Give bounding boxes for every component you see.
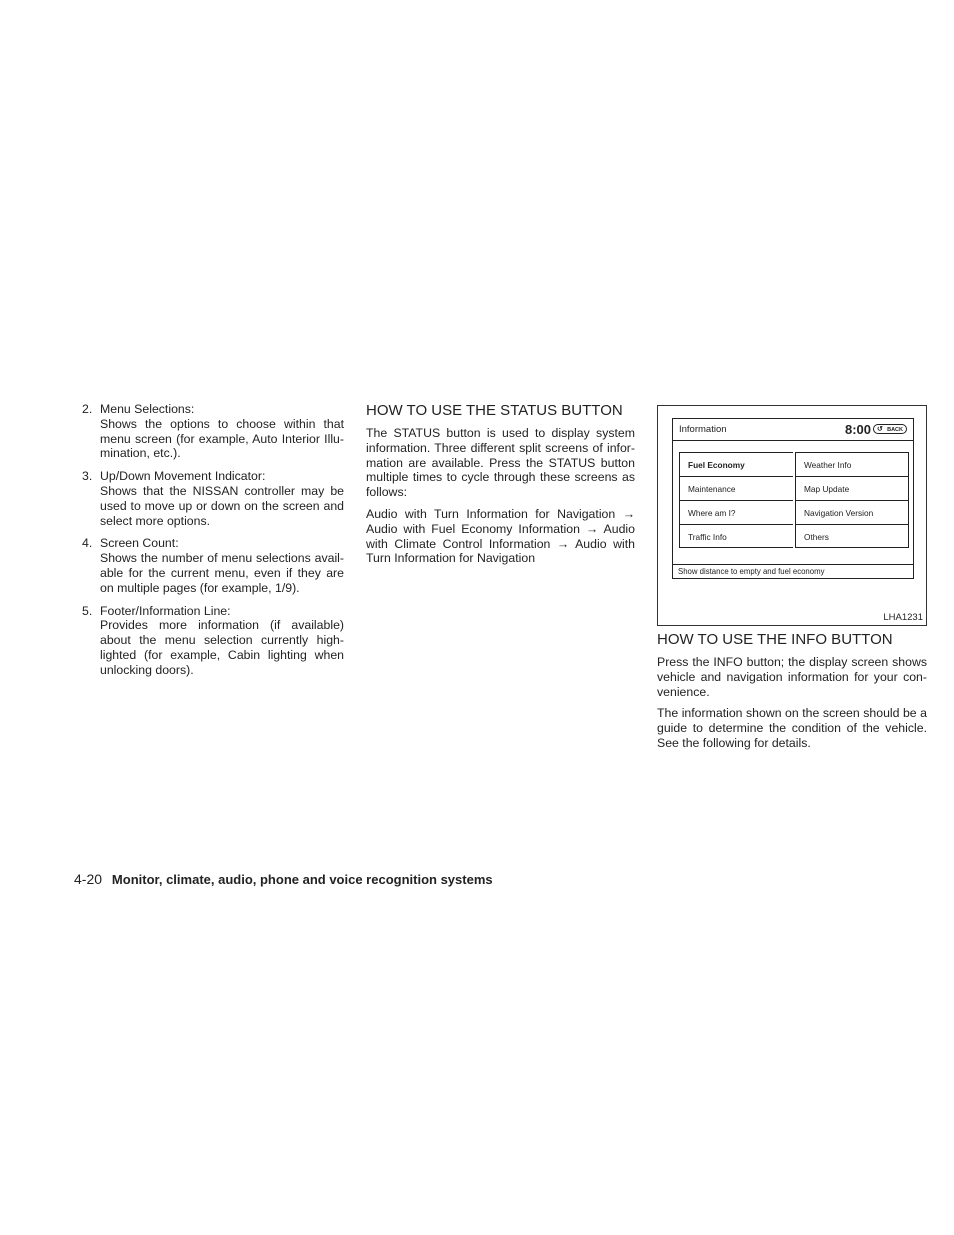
item-number: 3. <box>82 469 93 484</box>
screen-title: Information <box>679 424 727 435</box>
item-title: Menu Selections: <box>100 402 195 416</box>
menu-item-where-am-i: Where am I? <box>679 500 793 524</box>
chapter-title: Monitor, climate, audio, phone and voice recognition systems <box>111 872 493 887</box>
page-number: 4-20 <box>74 871 103 887</box>
back-arrow-icon: ↺ <box>877 426 883 433</box>
item-body: Provides more information (if available) about the menu selection currently high-lighted (for example, Cabin lighting when unlocking doors). <box>100 618 344 677</box>
item-number: 2. <box>82 402 93 416</box>
item-body: Shows the number of menu selections avail-able for the current menu, even if they are on multiple pages (for example, 1/9). <box>100 551 344 595</box>
list-item <box>80 469 344 528</box>
menu-item-others: Others <box>795 524 909 548</box>
back-label: BACK <box>887 427 903 433</box>
screen-header <box>673 419 913 441</box>
info-column <box>657 405 927 758</box>
info-section <box>657 631 927 751</box>
item-number: 5. <box>82 603 93 618</box>
menu-item-fuel-economy: Fuel Economy <box>679 452 793 476</box>
figure-code: LHA1231 <box>883 612 923 623</box>
info-heading: HOW TO USE THE INFO BUTTON <box>657 631 893 648</box>
status-section <box>366 402 635 573</box>
info-screen-figure <box>657 405 927 626</box>
info-screen <box>672 418 914 579</box>
info-paragraph-1: Press the INFO button; the display screen shows vehicle and navigation information for your con-venience. <box>657 655 927 699</box>
screen-clock: 8:00 <box>844 422 871 437</box>
status-paragraph-1: The STATUS button is used to display system information. Three different split screens of infor-mation are available. Press the STATUS button multiple times to cycle through these screens as follows: <box>366 426 635 500</box>
left-column <box>80 402 344 686</box>
item-number: 4. <box>82 536 93 551</box>
menu-item-map-update: Map Update <box>795 476 909 500</box>
back-button <box>873 424 907 434</box>
item-body: Shows that the NISSAN controller may be used to move up or down on the screen and select more options. <box>100 483 344 528</box>
menu-item-traffic-info: Traffic Info <box>679 524 793 548</box>
list-item <box>80 536 344 595</box>
screen-footer-line: Show distance to empty and fuel economy <box>673 564 913 578</box>
item-title: Footer/Information Line: <box>100 603 231 618</box>
list-item <box>80 604 344 678</box>
menu-item-maintenance: Maintenance <box>679 476 793 500</box>
item-title: Screen Count: <box>100 536 179 551</box>
page-footer <box>74 871 493 887</box>
info-paragraph-2: The information shown on the screen should be a guide to determine the condition of the vehicle. See the following for details. <box>657 706 927 750</box>
list-item <box>80 402 344 461</box>
status-paragraph-2: Audio with Turn Information for Navigation → Audio with Fuel Economy Information → Audio with Climate Control Information → Audio with Turn Information for Navigation <box>366 506 635 566</box>
item-title: Up/Down Movement Indicator: <box>100 469 266 484</box>
status-heading: HOW TO USE THE STATUS BUTTON <box>366 402 623 419</box>
menu-grid <box>679 452 909 549</box>
menu-item-navigation-version: Navigation Version <box>795 500 909 524</box>
menu-item-weather-info: Weather Info <box>795 452 909 476</box>
item-body: Shows the options to choose within that menu screen (for example, Auto Interior Illu-mination, etc.). <box>100 416 344 461</box>
